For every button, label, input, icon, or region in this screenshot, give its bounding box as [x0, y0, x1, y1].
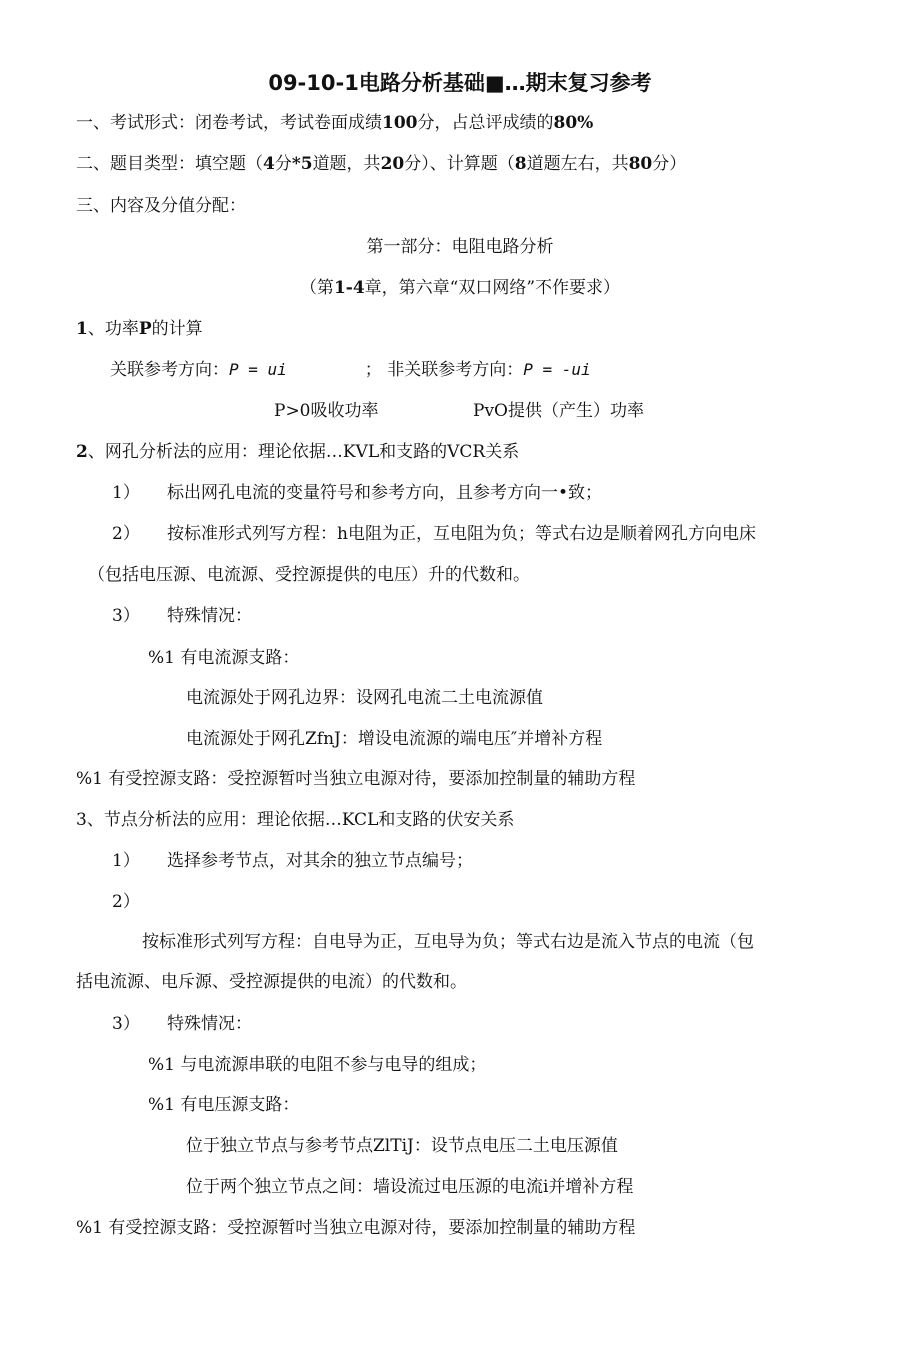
exam-format-text: 一、考试形式：闭卷考试，考试卷面成绩: [76, 113, 382, 133]
mesh-case-boundary: 电流源处于网孔边界：设网孔电流二土电流源值: [186, 688, 543, 708]
question-types-text: 道题左右，共: [526, 154, 629, 174]
calc-count: 8: [514, 154, 527, 174]
document-title: 09-10-1电路分析基础■…期末复习参考: [268, 71, 652, 95]
mesh-step-1-text: 标出网孔电流的变量符号和参考方向，且参考方向一•致；: [167, 483, 603, 503]
question-types-text: 道题，共: [312, 154, 381, 174]
mesh-step-1-num: 1）: [112, 483, 140, 503]
item-text: 、网孔分析法的应用：理论依据…KVL和支路的VCR关系: [87, 442, 520, 462]
item-1-heading: [76, 317, 203, 341]
non-associated-label: ； 非关联参考方向：: [364, 360, 524, 380]
node-step-1-num: 1）: [112, 851, 140, 871]
node-step-3-num: 3）: [112, 1014, 140, 1034]
chapter-range: 1-4: [333, 278, 365, 298]
power-supply: PvO提供（产生）功率: [473, 401, 644, 421]
mesh-case-current-source: %1 有电流源支路：: [148, 648, 300, 668]
power-absorb: P>0吸收功率: [274, 401, 379, 421]
exam-weight: 80%: [553, 113, 594, 133]
power-symbol: P: [138, 319, 152, 339]
note-text: 章，第六章“双口网络”不作要求）: [364, 278, 621, 298]
question-types-line: [76, 152, 686, 176]
mesh-step-2-num: 2）: [112, 524, 140, 544]
node-step-2-cont: 括电流源、电斥源、受控源提供的电流）的代数和。: [76, 972, 467, 992]
item-2-heading: [76, 440, 519, 464]
fill-total: 20: [380, 154, 405, 174]
item-text: 、功率: [87, 319, 139, 339]
associated-label: 关联参考方向：: [110, 360, 229, 380]
fill-count: *5: [291, 154, 313, 174]
mesh-step-3-text: 特殊情况：: [167, 606, 252, 626]
exam-format-line: [76, 111, 593, 135]
node-step-2-text: 按标准形式列写方程：自电导为正，互电导为负；等式右边是流入节点的电流（包: [142, 932, 754, 952]
non-associated-formula: P = -ui: [523, 360, 591, 379]
fill-points: 4: [263, 154, 275, 174]
item-number: 1: [76, 319, 88, 339]
power-formula-line: [110, 358, 591, 382]
exam-format-mid: 分，占总评成绩的: [417, 113, 554, 133]
exam-score: 100: [382, 113, 418, 133]
question-types-text: 二、题目类型：填空题（: [76, 154, 263, 174]
content-heading: 三、内容及分值分配：: [76, 196, 246, 216]
node-step-3-text: 特殊情况：: [167, 1014, 252, 1034]
unit-text: 分: [274, 154, 292, 174]
mesh-step-2-cont: （包括电压源、电流源、受控源提供的电压）升的代数和。: [88, 565, 530, 585]
node-case-series-resistor: %1 与电流源串联的电阻不参与电导的组成；: [148, 1055, 487, 1075]
question-types-text: 分）、计算题（: [404, 154, 515, 174]
item-text: 的计算: [151, 319, 203, 339]
calc-total: 80: [628, 154, 653, 174]
mesh-step-3-num: 3）: [112, 606, 140, 626]
note-text: （第: [299, 278, 334, 298]
node-step-2-num: 2）: [112, 892, 140, 912]
node-case-controlled-source: %1 有受控源支路：受控源暂吋当独立电源对待，要添加控制量的辅助方程: [76, 1218, 636, 1238]
part-one-note: [0, 276, 920, 300]
node-step-1-text: 选择参考节点，对其余的独立节点编号；: [167, 851, 473, 871]
mesh-case-controlled-source: %1 有受控源支路：受控源暂吋当独立电源对待，要添加控制量的辅助方程: [76, 769, 636, 789]
item-number: 2: [76, 442, 88, 462]
part-one-heading: 第一部分：电阻电路分析: [366, 237, 554, 257]
associated-formula: P = ui: [229, 360, 287, 379]
node-case-voltage-source: %1 有电压源支路：: [148, 1095, 300, 1115]
question-types-text: 分）: [652, 154, 687, 174]
node-case-between: 位于两个独立节点之间：墙设流过电压源的电流i并增补方程: [186, 1177, 634, 1197]
item-3-heading: 3、节点分析法的应用：理论依据…KCL和支路的伏安关系: [76, 810, 515, 830]
mesh-case-inner: 电流源处于网孔ZfnJ：增设电流源的端电压″并增补方程: [186, 729, 603, 749]
node-case-reference: 位于独立节点与参考节点ZlTiJ：设节点电压二土电压源值: [186, 1136, 618, 1156]
mesh-step-2-text: 按标准形式列写方程：h电阻为正，互电阻为负；等式右边是顺着网孔方向电床: [167, 524, 756, 544]
